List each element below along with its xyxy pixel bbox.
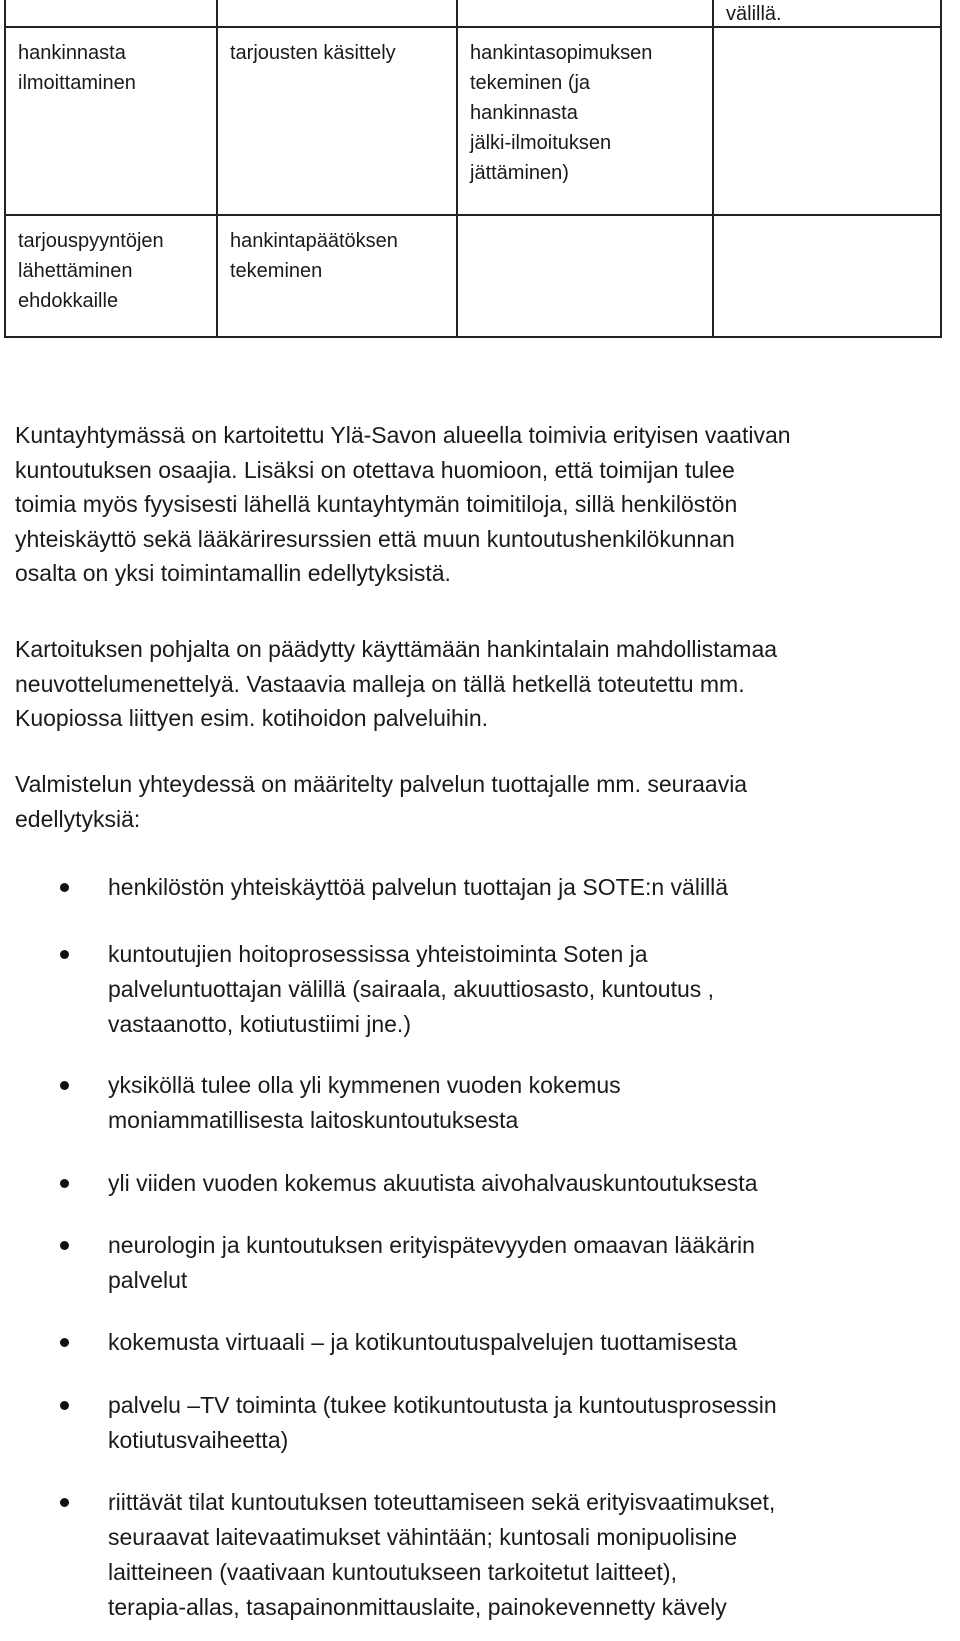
text-line: osalta on yksi toimintamallin edellytyksistä. [15,560,451,586]
text-line: riittävät tilat kuntoutuksen toteuttamiseen sekä erityisvaatimukset, [108,1489,776,1515]
bullet-icon [60,1179,69,1188]
bullet-icon [60,1241,69,1250]
text-line: moniammatillisesta laitoskuntoutuksesta [108,1107,519,1133]
list-item-text [108,1228,938,1298]
text-line: toimia myös fyysisesti lähellä kuntayhtymän toimitiloja, sillä henkilöstön [15,491,738,517]
text-line: edellytyksiä: [15,805,141,832]
table-cell [713,215,941,337]
bullet-icon [60,1081,69,1090]
list-item-text [108,1325,938,1360]
cell-text: välillä. [726,3,782,25]
text-line: Valmistelun yhteydessä on määritelty palvelun tuottajalle mm. seuraavia [15,771,748,797]
cell-text: ehdokkaille [18,290,119,312]
text-line: seuraavat laitevaatimukset vähintään; kuntosali monipuolisine [108,1524,738,1550]
list-item-text [108,1485,938,1625]
table-cell [457,27,713,215]
text-line: kuntoutujien hoitoprosessissa yhteistoiminta Soten ja [108,941,648,967]
list-item-text [108,1068,938,1138]
text-line: kuntoutuksen osaajia. Lisäksi on otettava huomioon, että toimijan tulee [15,456,735,483]
table-cell [457,215,713,337]
paragraph-survey [15,418,945,591]
cell-text: lähettäminen [18,260,133,282]
text-line: yksiköllä tulee olla yli kymmenen vuoden kokemus [108,1072,621,1098]
paragraph-requirements-intro [15,767,945,836]
text-line: neuvottelumenettelyä. Vastaavia malleja on tällä hetkellä toteutettu mm. [15,670,745,697]
table-row [5,27,941,215]
text-line: kotiutusvaiheetta) [108,1427,289,1453]
text-line: palveluntuottajan välillä (sairaala, akuuttiosasto, kuntoutus , [108,976,715,1002]
text-line: kokemusta virtuaali – ja kotikuntoutuspalvelujen tuottamisesta [108,1329,738,1355]
text-line: yhteiskäyttö sekä lääkäriresurssien että muun kuntoutushenkilökunnan [15,525,735,552]
list-item-text [108,1388,938,1458]
text-line: yli viiden vuoden kokemus akuutista aivohalvauskuntoutuksesta [108,1170,758,1196]
text-line: Kuntayhtymässä on kartoitettu Ylä-Savon alueella toimivia erityisen vaativan [15,422,791,448]
cell-text: tarjousten käsittely [230,42,396,64]
bullet-icon [60,1498,69,1507]
cell-text: hankinnasta [470,102,578,124]
list-item-text [108,870,938,905]
table-cell [217,215,457,337]
paragraph-negotiation [15,632,945,736]
cell-text: tekeminen [230,260,323,282]
text-line: neurologin ja kuntoutuksen erityispätevyyden omaavan lääkärin [108,1232,755,1258]
table-row [5,0,941,27]
text-line: palvelu –TV toiminta (tukee kotikuntoutusta ja kuntoutusprosessin [108,1392,777,1418]
bullet-icon [60,1401,69,1410]
cell-text: hankinnasta [18,42,126,64]
procurement-steps-table [4,0,942,338]
cell-text: tarjouspyyntöjen [18,230,164,252]
cell-text: ilmoittaminen [18,72,136,94]
table-cell [713,27,941,215]
text-line: palvelut [108,1267,188,1293]
text-line: henkilöstön yhteiskäyttöä palvelun tuottajan ja SOTE:n välillä [108,874,729,900]
cell-text: jälki-ilmoituksen [470,132,612,154]
text-line: Kartoituksen pohjalta on päädytty käyttämään hankintalain mahdollistamaa [15,636,778,662]
table-cell [5,0,217,27]
bullet-icon [60,1338,69,1347]
bullet-icon [60,883,69,892]
cell-text: hankintapäätöksen [230,230,398,252]
table-cell [217,0,457,27]
table-cell [5,27,217,215]
list-item-text [108,1166,938,1201]
text-line: vastaanotto, kotiutustiimi jne.) [108,1011,411,1037]
cell-text: hankintasopimuksen [470,42,653,64]
table-row [5,215,941,337]
bullet-icon [60,950,69,959]
text-line: laitteineen (vaativaan kuntoutukseen tarkoitetut laitteet), [108,1559,677,1585]
cell-text: jättäminen) [470,162,569,184]
table-cell [457,0,713,27]
list-item-text [108,937,938,1042]
text-line: terapia-allas, tasapainonmittauslaite, painokevennetty kävely [108,1594,727,1620]
cell-text: tekeminen (ja [470,72,591,94]
table-cell [713,0,941,27]
table-cell [217,27,457,215]
table-cell [5,215,217,337]
text-line: Kuopiossa liittyen esim. kotihoidon palveluihin. [15,705,489,731]
